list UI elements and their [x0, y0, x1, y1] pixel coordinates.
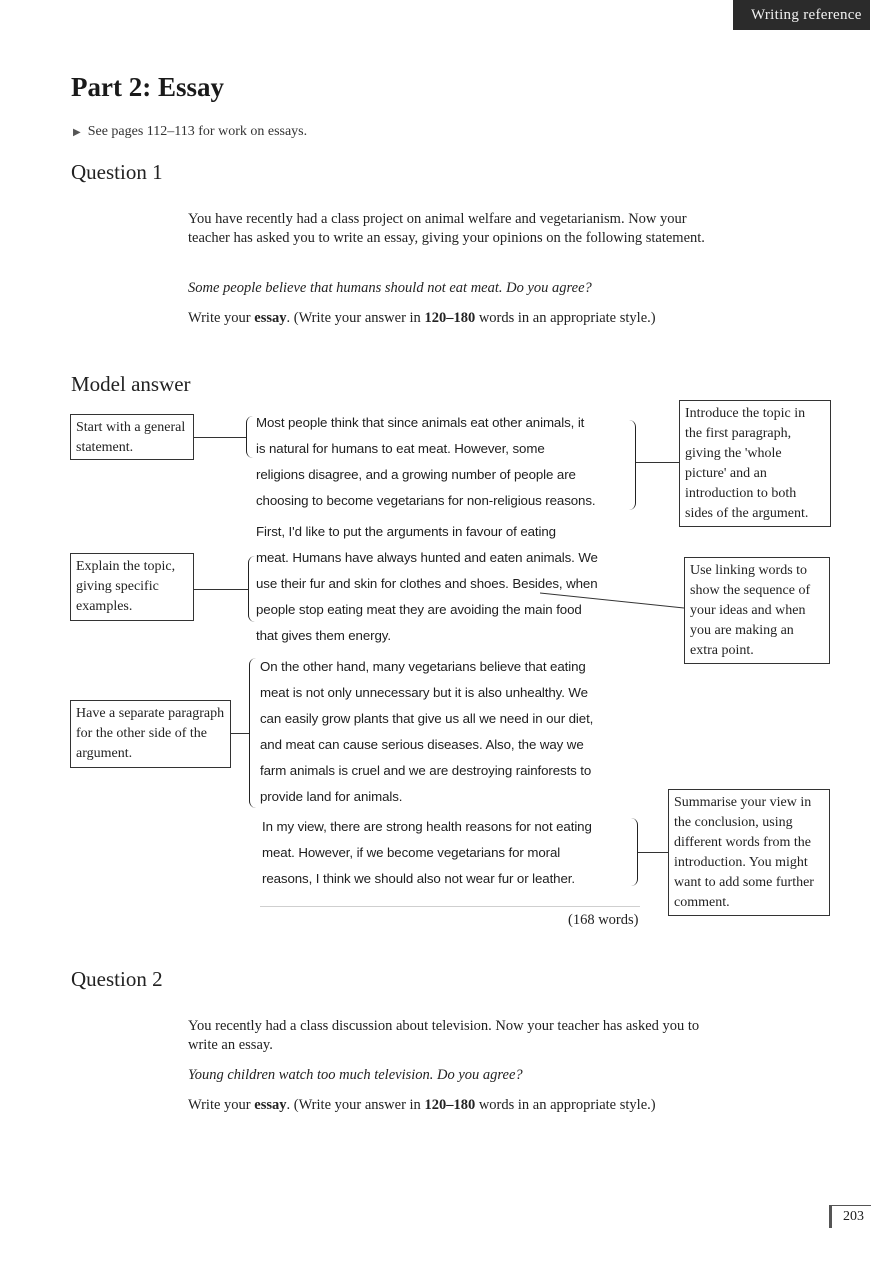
question-1-intro: You have recently had a class project on animal welfare and vegetarianism. Now your teacher has asked you to write an essay, giving your opinions on the following statement. [188, 211, 705, 246]
triangle-bullet-icon: ▶ [73, 127, 81, 138]
see-pages-text: See pages 112–113 for work on essays. [87, 124, 308, 139]
essay-paragraph-2: First, I'd like to put the arguments in favour of eating meat. Humans have always hunted and eaten animals. We use their fur and skin for clothes and shoes. Besides, when people stop eating meat they are avoiding the main food that gives them energy. [256, 524, 598, 643]
brace-left-1 [246, 416, 256, 458]
connector-line-1 [194, 437, 246, 438]
essay-paragraph-4: In my view, there are strong health reasons for not eating meat. However, if we become vegetarians for moral reasons, I think we should also not wear fur or leather. [262, 819, 592, 886]
brace-left-2 [248, 556, 258, 622]
note-introduce-topic: Introduce the topic in the first paragraph, giving the 'whole picture' and an introduction to both sides of the argument. [679, 400, 831, 527]
page-title: Part 2: Essay [71, 72, 224, 102]
brace-left-3 [249, 658, 259, 808]
note-explain-topic: Explain the topic, giving specific examples. [70, 553, 194, 621]
essay-paragraph-1: Most people think that since animals eat other animals, it is natural for humans to eat meat. However, some religions disagree, and a growing number of people are choosing to become vegetarians for non-religious reasons. [256, 415, 596, 508]
question-2-intro: You recently had a class discussion about television. Now your teacher has asked you to write an essay. [188, 1018, 700, 1053]
question-2-statement: Young children watch too much television. Do you agree? [188, 1067, 523, 1083]
question-2-heading: Question 2 [71, 967, 163, 991]
essay-divider [260, 906, 640, 907]
connector-line-2 [194, 589, 248, 590]
connector-line-6 [638, 852, 668, 853]
question-1-instruction: Write your essay. (Write your answer in 120–180 words in an appropriate style.) [188, 310, 656, 326]
question-2-instruction: Write your essay. (Write your answer in 120–180 words in an appropriate style.) [188, 1097, 656, 1113]
model-answer-heading: Model answer [71, 372, 191, 396]
brace-right-1 [626, 420, 636, 510]
connector-line-3 [231, 733, 249, 734]
question-1-statement: Some people believe that humans should not eat meat. Do you agree? [188, 280, 592, 296]
brace-right-4 [628, 818, 638, 886]
note-summarise-view: Summarise your view in the conclusion, using different words from the introduction. You might want to add some further comment. [668, 789, 830, 916]
question-1-heading: Question 1 [71, 160, 163, 184]
connector-line-4 [636, 462, 679, 463]
note-linking-words: Use linking words to show the sequence of your ideas and when you are making an extra point. [684, 557, 830, 664]
page-number-bar [829, 1206, 832, 1228]
note-general-statement: Start with a general statement. [70, 414, 194, 460]
see-pages-note [73, 124, 307, 140]
note-separate-paragraph: Have a separate paragraph for the other side of the argument. [70, 700, 231, 768]
section-tab: Writing reference [733, 0, 870, 30]
page-number: 203 [829, 1205, 871, 1227]
essay-paragraph-3: On the other hand, many vegetarians believe that eating meat is not only unnecessary but it is also unhealthy. We can easily grow plants that give us all we need in our diet, and meat can cause serious diseases. Also, the way we farm animals is cruel and we are destroying rainforests to provide land for animals. [260, 659, 594, 804]
connector-line-5 [540, 590, 686, 612]
word-count: (168 words) [568, 912, 639, 928]
